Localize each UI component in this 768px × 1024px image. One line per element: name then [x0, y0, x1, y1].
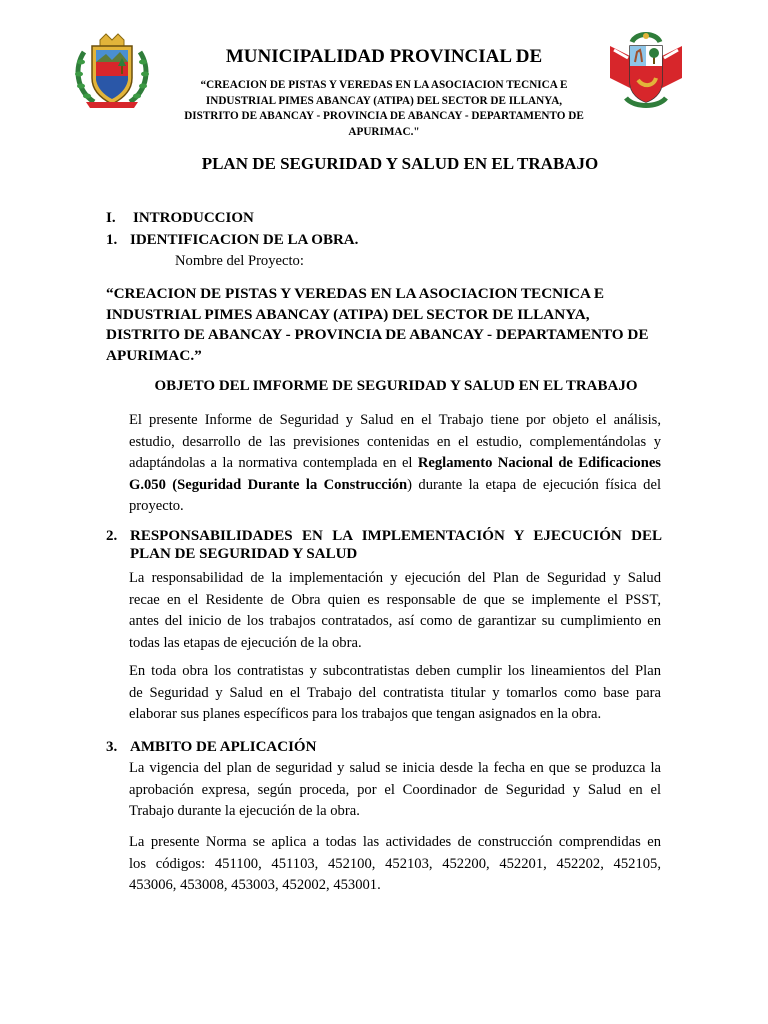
project-name-line: “CREACION DE PISTAS Y VEREDAS EN LA ASOCIACION TECNICA E — [106, 285, 605, 302]
section-title: INTRODUCCION — [133, 210, 254, 226]
paragraph-line: todas las etapas de ejecución de la obra. — [129, 634, 362, 651]
paragraph-line: En toda obra los contratistas y subcontratistas deben cumplir los lineamientos del Plan — [129, 663, 661, 679]
header-subtitle-line: “CREACION DE PISTAS Y VEREDAS EN LA ASOCIACION TECNICA E — [200, 79, 568, 91]
header-subtitle — [166, 78, 602, 140]
paragraph-line: proyecto. — [129, 498, 184, 514]
section-title: RESPONSABILIDADES EN LA IMPLEMENTACIÓN Y EJECUCIÓN DEL — [130, 528, 662, 544]
paragraph-line: La presente Norma se aplica a todas las actividades de construcción comprendidas en — [129, 834, 661, 850]
municipal-coat-of-arms-icon — [72, 32, 152, 108]
paragraph-line — [129, 475, 661, 497]
header-subtitle-line: APURIMAC." — [348, 125, 420, 138]
objeto-heading: OBJETO DEL IMFORME DE SEGURIDAD Y SALUD EN EL TRABAJO — [154, 378, 638, 394]
project-name-line: INDUSTRIAL PIMES ABANCAY (ATIPA) DEL SECTOR DE ILLANYA, — [106, 305, 590, 323]
header-subtitle-line: INDUSTRIAL PIMES ABANCAY (ATIPA) DEL SECTOR DE ILLANYA, — [205, 94, 563, 107]
section1-heading — [106, 232, 358, 249]
section-title: AMBITO DE APLICACIÓN — [130, 739, 317, 755]
section-number: 2. — [106, 528, 118, 544]
section3-heading — [106, 739, 316, 756]
paragraph-line: aprobación expresa, según proceda, por el Coordinador de Seguridad y Salud en el — [129, 781, 661, 798]
section-intro-heading — [106, 210, 254, 227]
paragraph-line: antes del inicio de los trabajos contratados, así como de garantizar su cumplimiento en — [129, 613, 661, 629]
section-number: 3. — [106, 739, 118, 755]
section-number: 1. — [106, 232, 118, 248]
section3-paragraph-1 — [129, 758, 661, 823]
regulation-name: Reglamento Nacional de Edificaciones — [417, 455, 661, 471]
paragraph-line: elaborar sus planes específicos para los trabajos que tengan asignados en la obra. — [129, 706, 602, 722]
header-subtitle-line: DISTRITO DE ABANCAY - PROVINCIA DE ABANCAY - DEPARTAMENTO DE — [184, 110, 584, 122]
section2-paragraph-2 — [129, 661, 661, 726]
header-title: MUNICIPALIDAD PROVINCIAL DE — [225, 46, 543, 67]
section-title: IDENTIFICACION DE LA OBRA. — [130, 232, 359, 248]
paragraph-line — [129, 453, 661, 475]
project-name-line: APURIMAC.” — [106, 346, 202, 364]
project-name-label: Nombre del Proyecto: — [175, 253, 304, 269]
objeto-paragraph — [129, 410, 661, 518]
peru-national-coat-of-arms-icon — [604, 28, 688, 112]
paragraph-line: Trabajo durante la ejecución de la obra. — [129, 803, 360, 819]
project-name-line: DISTRITO DE ABANCAY - PROVINCIA DE ABANCAY - DEPARTAMENTO DE — [106, 326, 649, 343]
paragraph-line: los códigos: 451100, 451103, 452100, 452103, 452200, 452201, 452202, 452105, — [129, 855, 661, 872]
paragraph-line: 453006, 453008, 453003, 452002, 453001. — [129, 877, 381, 893]
section2-heading — [106, 528, 662, 563]
section2-paragraph-1 — [129, 568, 661, 654]
paragraph-line: La vigencia del plan de seguridad y salud se inicia desde la fecha en que se produzca la — [129, 760, 661, 776]
paragraph-line: de Seguridad y Salud en el Trabajo del contratista titular y tomarlos como base para — [129, 684, 661, 701]
regulation-name-cont: G.050 (Seguridad Durante la Construcción — [129, 476, 408, 493]
paragraph-line: estudio, desarrollo de las previsiones contenidas en el estudio, complementándolas y — [129, 433, 661, 450]
section2-heading-line — [106, 528, 662, 545]
plan-title: PLAN DE SEGURIDAD Y SALUD EN EL TRABAJO — [201, 154, 599, 173]
section-title-cont: PLAN DE SEGURIDAD Y SALUD — [130, 546, 358, 562]
section-number: I. — [106, 210, 116, 226]
section3-paragraph-2 — [129, 832, 661, 897]
paragraph-line: recae en el Residente de Obra quien es responsable de que se implemente el PSST, — [129, 591, 661, 608]
project-name — [106, 284, 662, 366]
text-run: adaptándolas a la normativa contemplada en el — [129, 455, 418, 471]
paragraph-line: La responsabilidad de la implementación y ejecución del Plan de Seguridad y Salud — [129, 570, 661, 586]
text-run: ) durante la etapa de ejecución física del — [407, 476, 661, 493]
paragraph-line: El presente Informe de Seguridad y Salud en el Trabajo tiene por objeto el análisis, — [129, 412, 661, 428]
